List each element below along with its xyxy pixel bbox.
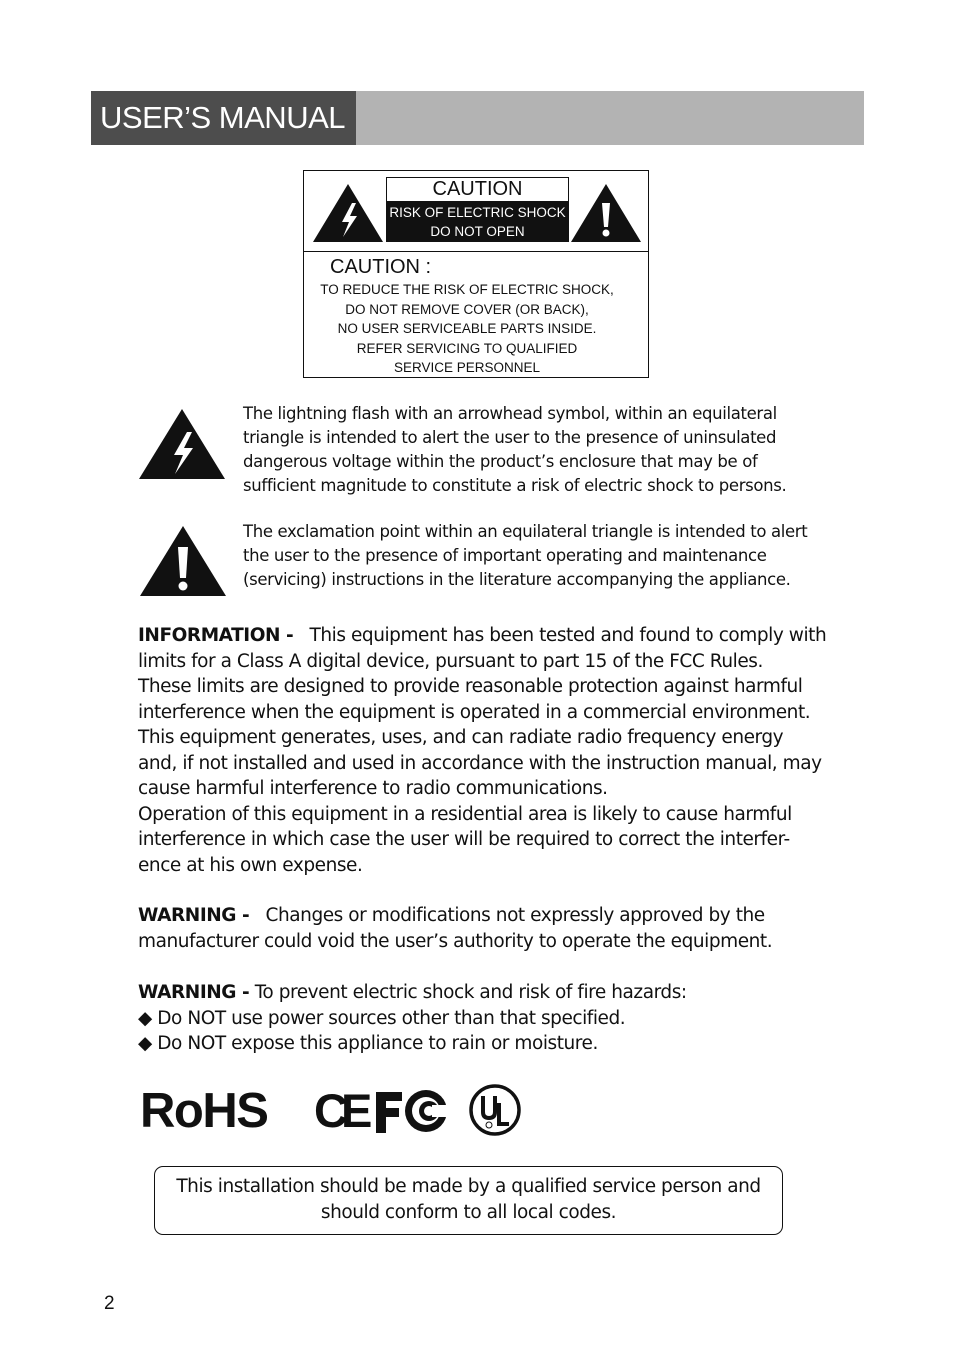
lightning-triangle-icon [138,408,226,480]
warning-label: WARNING - [138,982,250,1003]
caution-line: SERVICE PERSONNEL [393,360,541,375]
information-line: and, if not installed and used in accordance with the instruction manual, may [138,752,822,774]
caution-line: TO REDUCE THE RISK OF ELECTRIC SHOCK, [320,282,614,297]
information-line: These limits are designed to provide reasonable protection against harmful [138,676,803,697]
caution-warning-line: RISK OF ELECTRIC SHOCK [389,205,566,220]
description-line: sufficient magnitude to constitute a risk of electric shock to persons. [243,476,787,495]
description-line: the user to the presence of important operating and maintenance [243,546,767,565]
information-line: ence at his own expense. [138,854,363,876]
caution-line: NO USER SERVICEABLE PARTS INSIDE. [337,321,597,336]
caution-divider [304,251,648,252]
information-line: cause harmful interference to radio communications. [138,778,608,799]
description-line: (servicing) instructions in the literature accompanying the appliance. [243,570,791,589]
page-number: 2 [104,1293,115,1314]
description-line: dangerous voltage within the product’s enclosure that may be of [243,452,758,471]
warning-line: manufacturer could void the user’s authority to operate the equipment. [138,930,773,952]
manual-title: USER’S MANUAL [91,91,356,145]
installation-notice [154,1166,783,1235]
fcc-logo [374,1088,454,1136]
information-line: This equipment generates, uses, and can radiate radio frequency energy [138,727,784,748]
exclamation-triangle-icon [139,525,227,597]
bullet-item [138,1031,838,1057]
warning-line: Changes or modifications not expressly approved by the [265,905,765,926]
caution-warning-line: DO NOT OPEN [430,224,525,239]
information-line: limits for a Class A digital device, pursuant to part 15 of the FCC Rules. [138,650,763,672]
warning-modifications [138,903,838,954]
information-line: interference in which case the user will be required to correct the interfer- [138,829,790,850]
information-line: This equipment has been tested and found to comply with [309,625,827,646]
diamond-bullet-icon: ◆ [138,1033,152,1054]
description-line: triangle is intended to alert the user to the presence of uninsulated [243,428,777,447]
warning-line: To prevent electric shock and risk of fire hazards: [254,982,687,1003]
warning-label: WARNING - [138,905,250,926]
caution-title: CAUTION [386,177,569,202]
caution-text [304,280,630,378]
caution-line: DO NOT REMOVE COVER (OR BACK), [345,301,589,317]
notice-line: This installation should be made by a qualified service person and [176,1176,761,1197]
rohs-logo: RoHS [140,1084,268,1138]
information-label: INFORMATION - [138,625,294,646]
bullet-text: Do NOT expose this appliance to rain or moisture. [157,1033,598,1054]
bullet-item [138,1006,838,1032]
lightning-warning-icon [312,183,384,243]
ul-logo [468,1083,524,1139]
caution-warning-panel [386,201,569,242]
information-section [138,623,838,878]
information-line: Operation of this equipment in a residential area is likely to cause harmful [138,803,792,825]
caution-heading: CAUTION : [330,256,432,278]
lightning-description [243,402,843,498]
caution-line: REFER SERVICING TO QUALIFIED [356,340,578,356]
bullet-text: Do NOT use power sources other than that specified. [157,1007,626,1029]
notice-line: should conform to all local codes. [320,1201,617,1223]
warning-electric-shock [138,980,838,1057]
description-line: The exclamation point within an equilateral triangle is intended to alert [243,522,808,541]
information-line: interference when the equipment is operated in a commercial environment. [138,701,811,723]
ce-logo: CE [314,1084,366,1137]
diamond-bullet-icon: ◆ [138,1007,152,1029]
exclamation-warning-icon [570,183,642,243]
exclamation-description [243,520,843,592]
description-line: The lightning flash with an arrowhead symbol, within an equilateral [243,404,777,423]
